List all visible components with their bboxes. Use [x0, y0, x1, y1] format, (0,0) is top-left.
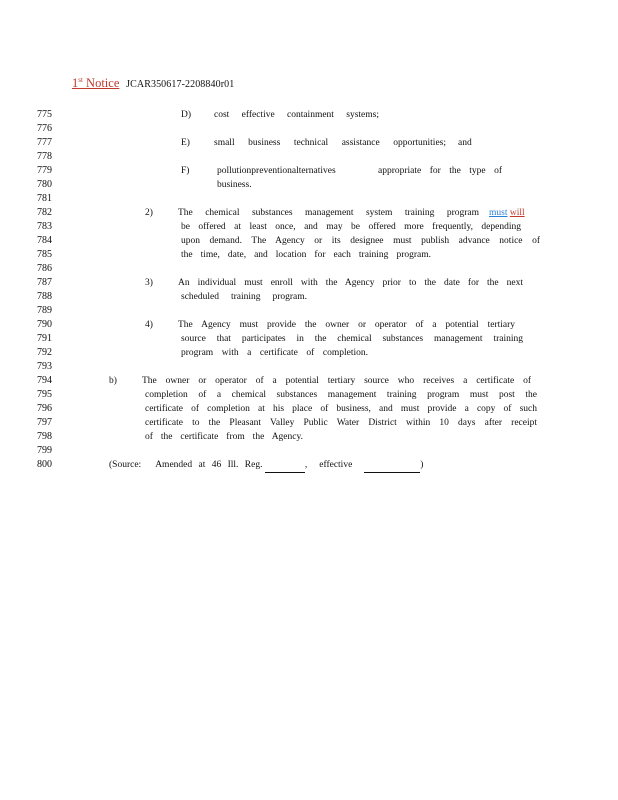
item-f-text-end: appropriate for the type of — [378, 166, 502, 176]
para-2-line-3: upon demand. The Agency or its designee must publish advance notice of — [181, 236, 540, 246]
para-2-line-4: the time, date, and location for each training program. — [181, 250, 431, 260]
subsection-b-line-4: certificate to the Pleasant Valley Public Water District within 10 days after receipt — [145, 418, 537, 428]
subsection-b-line-3: certificate of completion at his place of business, and must provide a copy of such — [145, 404, 537, 414]
line-number: 794 — [37, 375, 52, 386]
line-number: 780 — [37, 179, 52, 190]
source-open: (Source: — [109, 460, 142, 470]
source-close: ) — [420, 460, 424, 470]
line-number: 777 — [37, 137, 52, 148]
para-4-line-3: program with a certificate of completion. — [181, 348, 368, 358]
inserted-text: will — [509, 208, 525, 218]
item-d-text: cost effective containment systems; — [214, 110, 379, 120]
para-2-label: 2) — [145, 208, 153, 218]
item-d-label: D) — [181, 110, 192, 120]
subsection-b-line-5: of the certificate from the Agency. — [145, 432, 303, 442]
para-3-line-2: scheduled training program. — [181, 292, 307, 302]
subsection-b-line-1: The owner or operator of a potential tertiary source who receives a certificate of — [142, 376, 531, 386]
line-number: 799 — [37, 445, 52, 456]
document-id: JCAR350617-2208840r01 — [126, 79, 235, 91]
line-number: 782 — [37, 207, 52, 218]
source-effective: effective — [319, 460, 353, 470]
para-3-line-1: An individual must enroll with the Agency prior to the date for the next — [178, 278, 523, 288]
effective-date-blank — [364, 458, 420, 473]
line-number: 776 — [37, 123, 52, 134]
source-amended: Amended at 46 Ill. Reg. — [155, 460, 263, 470]
para-4-label: 4) — [145, 320, 153, 330]
item-e-text: small business technical assistance opportunities; — [214, 138, 446, 148]
line-number: 791 — [37, 333, 52, 344]
notice-word: Notice — [86, 76, 120, 91]
para-4-line-2: source that participates in the chemical substances management training — [181, 334, 523, 344]
ill-reg-blank — [265, 458, 308, 473]
item-e-and: and — [458, 138, 472, 148]
line-number: 792 — [37, 347, 52, 358]
deleted-text: must — [489, 208, 508, 218]
para-2-line-1: The chemical substances management system training program — [178, 208, 479, 218]
line-number: 789 — [37, 305, 52, 316]
notice-label — [72, 76, 119, 90]
line-number: 779 — [37, 165, 52, 176]
line-number: 786 — [37, 263, 52, 274]
item-e-label: E) — [181, 138, 190, 148]
para-2-line-2: be offered at least once, and may be offered more frequently, depending — [181, 222, 521, 232]
para-3-label: 3) — [145, 278, 153, 288]
item-f-text-start: pollutionpreventionalternatives — [217, 166, 336, 176]
line-number: 784 — [37, 235, 52, 246]
notice-superscript: st — [78, 76, 83, 84]
line-number: 781 — [37, 193, 52, 204]
line-number: 783 — [37, 221, 52, 232]
line-number: 798 — [37, 431, 52, 442]
line-number: 797 — [37, 417, 52, 428]
line-number: 785 — [37, 249, 52, 260]
subsection-b-line-2: completion of a chemical substances management training program must post the — [145, 390, 537, 400]
source-comma: , — [304, 460, 308, 470]
subsection-b-label: b) — [109, 376, 117, 386]
line-number: 800 — [37, 459, 52, 470]
item-f-text-line2: business. — [217, 180, 252, 190]
line-number: 787 — [37, 277, 52, 288]
page-header — [72, 76, 234, 91]
line-number: 793 — [37, 361, 52, 372]
line-number: 796 — [37, 403, 52, 414]
line-number: 790 — [37, 319, 52, 330]
line-number: 778 — [37, 151, 52, 162]
notice-number: 1 — [72, 76, 79, 91]
line-number: 795 — [37, 389, 52, 400]
line-number: 788 — [37, 291, 52, 302]
para-4-line-1: The Agency must provide the owner or operator of a potential tertiary — [178, 320, 515, 330]
amendment-marks — [489, 206, 525, 220]
item-f-label: F) — [181, 166, 190, 176]
source-note — [109, 458, 423, 473]
line-number: 775 — [37, 109, 52, 120]
